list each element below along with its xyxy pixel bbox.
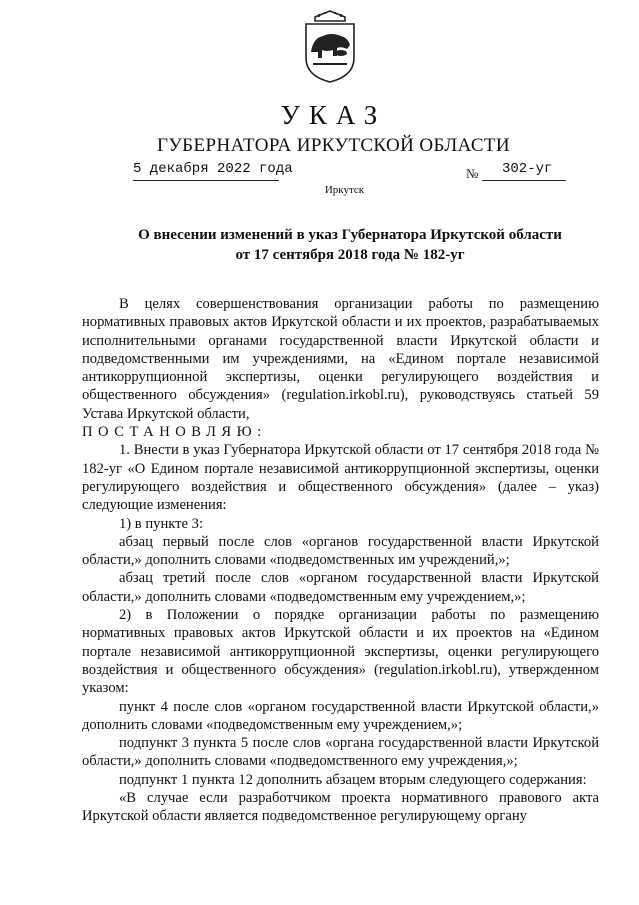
preamble-paragraph: В целях совершенствования организации работы по размещению нормативных правовых актов Иркутской области и их проектов, разрабатываемых исполнительными органами государственной власти Иркутской области и подведомственными им учреждениями, на «Едином портале независимой антикоррупционной экспертизы, оценки регулирующего воздействия и общественного обсуждения» (regulation.irkobl.ru), руководствуясь статьей 59 Устава Иркутской области, bbox=[82, 296, 599, 422]
document-subject-title bbox=[100, 225, 600, 265]
document-body bbox=[82, 295, 599, 826]
title-line-2: от 17 сентября 2018 года № 182-уг bbox=[235, 247, 465, 263]
decree-date: 5 декабря 2022 года bbox=[133, 161, 293, 177]
body-paragraph: 1. Внести в указ Губернатора Иркутской области от 17 сентября 2018 года № 182-уг «О Едином портале независимой антикоррупционной экспертизы, оценки регулирующего воздействия и общественного обсуждения» (далее – указ) следующие изменения: bbox=[82, 442, 599, 514]
title-line-1: О внесении изменений в указ Губернатора Иркутской области bbox=[138, 227, 562, 243]
body-paragraph: 1) в пункте 3: bbox=[119, 515, 204, 532]
city-name: Иркутск bbox=[324, 184, 365, 196]
number-sign: № bbox=[466, 166, 479, 181]
coat-of-arms-icon bbox=[301, 8, 359, 84]
decree-number: 302-уг bbox=[502, 161, 553, 177]
body-paragraph: подпункт 3 пункта 5 после слов «органа государственной власти Иркутской области,» дополнить словами «подведомственного ему учреждения,»; bbox=[82, 735, 599, 770]
issuer-title: ГУБЕРНАТОРА ИРКУТСКОЙ ОБЛАСТИ bbox=[156, 135, 511, 156]
date-underline bbox=[133, 180, 279, 181]
body-paragraph: абзац первый после слов «органов государственной власти Иркутской области,» дополнить словами «подведомственных им учреждений,»; bbox=[82, 533, 599, 569]
body-paragraph: пункт 4 после слов «органом государственной власти Иркутской области,» дополнить словами «подведомственным ему учреждением,»; bbox=[82, 698, 599, 733]
body-paragraph: 2) в Положении о порядке организации работы по размещению нормативных правовых актов Иркутской области и их проектов на «Едином портале независимой антикоррупционной экспертизы, оценки регулирующего воздействия и общественного обсуждения» (regulation.irkobl.ru), утвержденном указом: bbox=[82, 607, 599, 697]
body-paragraph: абзац третий после слов «органом государственной власти Иркутской области,» дополнить словами «подведомственным ему учреждением,»; bbox=[82, 570, 599, 605]
body-paragraph: «В случае если разработчиком проекта нормативного правового акта Иркутской области является подведомственное регулирующему органу bbox=[82, 790, 599, 825]
document-type-title: УКАЗ bbox=[280, 100, 387, 130]
number-underline bbox=[482, 180, 566, 181]
body-paragraph: подпункт 1 пункта 12 дополнить абзацем вторым следующего содержания: bbox=[119, 771, 587, 788]
decree-word: ПОСТАНОВЛЯЮ: bbox=[82, 424, 267, 441]
